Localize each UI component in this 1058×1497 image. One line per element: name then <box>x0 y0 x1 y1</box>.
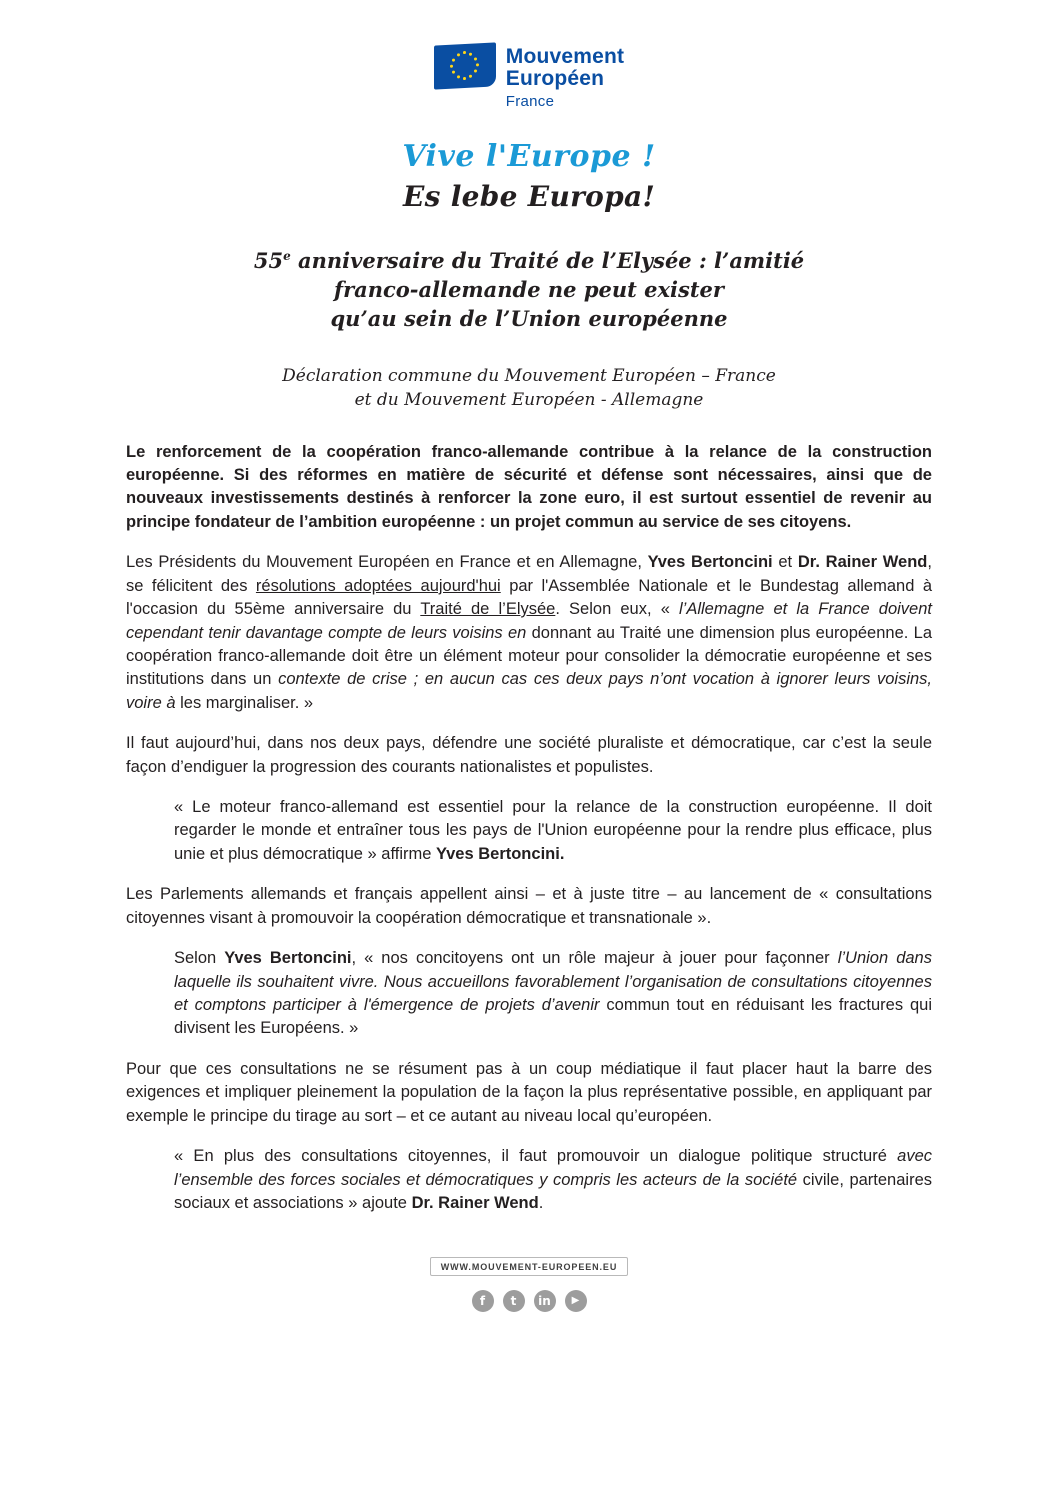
quote-bertoncini-citizens: Selon Yves Bertoncini, « nos concitoyens ont un rôle majeur à jouer pour façonner l’Union dans laquelle ils souhaitent vivre. Nous accueillons favorablement l’organisation de consultations citoyennes et comptons participer à l'émergence de projets d’avenir commun tout en réduisant les fractures qui divisent les Européens. » <box>174 949 932 1038</box>
quote-wend-dialogue: « En plus des consultations citoyennes, il faut promouvoir un dialogue politique structuré avec l’ensemble des forces sociales et démocratiques y compris les acteurs de la société civile, partenaires sociaux et associations » ajoute Dr. Rainer Wend. <box>174 1147 933 1212</box>
youtube-icon[interactable]: ▶ <box>565 1290 587 1312</box>
title-german: Es lebe Europa! <box>402 180 656 214</box>
website-link[interactable]: WWW.MOUVEMENT-EUROPEEN.EU <box>430 1257 629 1276</box>
subtitle-line-1: 55e anniversaire du Traité de l’Elysée : l’amitié <box>253 248 805 274</box>
document-body <box>126 441 932 1216</box>
declaration-line-1: Déclaration commune du Mouvement Européen – France <box>282 366 776 387</box>
declaration-line-2: et du Mouvement Européen - Allemagne <box>354 390 704 411</box>
logo-line-3: France <box>505 92 555 110</box>
eu-flag-icon <box>434 42 496 89</box>
facebook-icon[interactable]: f <box>472 1290 494 1312</box>
subtitle-line-3: qu’au sein de l’Union européenne <box>330 306 728 332</box>
declaration-note <box>209 364 849 412</box>
logo-line-1: Mouvement <box>505 45 625 68</box>
social-links <box>126 1290 932 1312</box>
twitter-icon[interactable]: t <box>503 1290 525 1312</box>
document-footer <box>126 1257 932 1338</box>
link-resolutions[interactable]: résolutions adoptées aujourd'hui <box>255 576 501 595</box>
paragraph-consultations: Pour que ces consultations ne se résument pas à un coup médiatique il faut placer haut la barre des exigences et impliquer pleinement la population de la façon la plus représentative possible, en appliquant par exemple le principe du tirage au sort – et ce autant au niveau local qu’européen. <box>126 1059 932 1125</box>
paragraph-presidents: Les Présidents du Mouvement Européen en France et en Allemagne, Yves Bertoncini et Dr. Rainer Wend, se félicitent des résolutions adoptées aujourd'hui par l'Assemblée Nationale et le Bundestag allemand à l'occasion du 55ème anniversaire du Traité de l’Elysée. Selon eux, « l’Allemagne et la France doivent cependant tenir davantage compte de leurs voisins en donnant au Traité une dimension plus européenne. La coopération franco-allemande doit être un élément moteur pour consolider la démocratie européenne et ses institutions dans un contexte de crise ; en aucun cas ces deux pays n’ont vocation à ignorer leurs voisins, voire à les marginaliser. » <box>126 553 932 712</box>
linkedin-icon[interactable]: in <box>534 1290 556 1312</box>
paragraph-society: Il faut aujourd’hui, dans nos deux pays, défendre une société pluraliste et démocratique, car c’est la seule façon d’endiguer la progression des courants nationalistes et populistes. <box>126 734 932 776</box>
organization-logo <box>126 44 932 109</box>
subtitle-line-2: franco-allemande ne peut exister <box>334 277 724 303</box>
paragraph-parliaments: Les Parlements allemands et français appellent ainsi – et à juste titre – au lancement de « consultations citoyennes visant à promouvoir la coopération démocratique et transnationale ». <box>126 885 932 927</box>
title-french: Vive l'Europe ! <box>402 139 656 175</box>
logo-line-2: Européen <box>505 67 605 91</box>
lead-paragraph: Le renforcement de la coopération franco-allemande contribue à la relance de la construction européenne. Si des réformes en matière de sécurité et défense sont nécessaires, ainsi que de nouveaux investissements destinés à renforcer la zone euro, il est surtout essentiel de revenir au principe fondateur de l’ambition européenne : un projet commun au service de ses citoyens. <box>126 442 932 531</box>
document-subtitle <box>199 247 859 334</box>
quote-bertoncini-engine: « Le moteur franco-allemand est essentiel pour la relance de la construction européenne. Il doit regarder le monde et entraîner tous les pays de l'Union européenne pour la rendre plus efficace, plus unie et plus démocratique » affirme Yves Bertoncini. <box>174 798 932 863</box>
link-traite-elysee[interactable]: Traité de l’Elysée <box>420 600 556 619</box>
